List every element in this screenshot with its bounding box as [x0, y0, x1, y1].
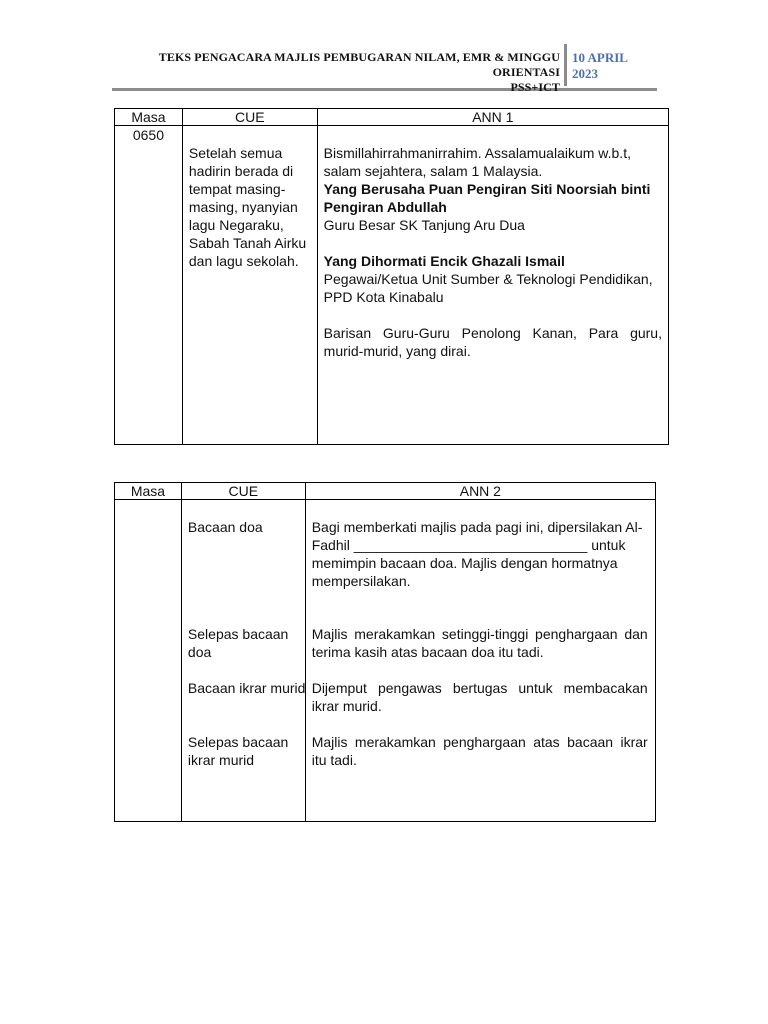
cue-text: Setelah semua hadirin berada di tempat masing-masing, nyanyian lagu Negaraku, Sabah Tanah Airku dan lagu sekolah. [188, 145, 307, 269]
cue-bacaan-doa: Bacaan doa [187, 519, 263, 535]
script-table-1 [114, 108, 669, 445]
cue-cell [182, 126, 317, 445]
document-header [112, 44, 657, 94]
table-header-row [115, 109, 669, 126]
column-header-cue: CUE [181, 483, 305, 500]
guest1-title: Guru Besar SK Tanjung Aru Dua [323, 217, 525, 233]
ann-bacaan-doa: Bagi memberkati majlis pada pagi ini, dipersilakan Al-Fadhil ______________________________ untuk memimpin bacaan doa. Majlis dengan hormatnya mempersilakan. [311, 519, 643, 589]
masa-cell [115, 500, 182, 822]
table-header-row [115, 483, 656, 500]
column-header-cue: CUE [182, 109, 317, 126]
document-date-line2: 2023 [572, 66, 598, 81]
opening-greeting: Bismillahirrahmanirrahim. Assalamualaikum w.b.t, salam sejahtera, salam 1 Malaysia. [323, 145, 631, 179]
document-date [572, 50, 628, 82]
cue-cell [181, 500, 305, 822]
ann-selepas-bacaan-doa: Majlis merakamkan setinggi-tinggi penghargaan dan terima kasih atas bacaan doa itu tadi. [311, 626, 648, 660]
column-header-masa: Masa [115, 483, 182, 500]
document-title [112, 50, 560, 95]
ann-cell [317, 126, 668, 445]
column-header-ann: ANN 1 [317, 109, 668, 126]
guest2-title: Pegawai/Ketua Unit Sumber & Teknologi Pendidikan, PPD Kota Kinabalu [323, 271, 653, 305]
ann-selepas-bacaan-ikrar: Majlis merakamkan penghargaan atas bacaan ikrar itu tadi. [311, 734, 648, 768]
column-header-masa: Masa [115, 109, 183, 126]
document-title-line2: PSS+ICT [510, 80, 560, 94]
closing-greeting: Barisan Guru-Guru Penolong Kanan, Para guru, murid-murid, yang dirai. [323, 325, 662, 359]
guest2-name: Yang Dihormati Encik Ghazali Ismail [323, 253, 565, 269]
ann-bacaan-ikrar: Dijemput pengawas bertugas untuk membacakan ikrar murid. [311, 680, 648, 714]
script-table-2 [114, 482, 656, 822]
cue-selepas-bacaan-ikrar: Selepas bacaan ikrar murid [187, 734, 289, 768]
header-divider [564, 44, 567, 86]
document-title-line1: TEKS PENGACARA MAJLIS PEMBUGARAN NILAM, EMR & MINGGU ORIENTASI [158, 50, 560, 79]
cue-bacaan-ikrar: Bacaan ikrar murid [187, 680, 306, 696]
masa-cell: 0650 [115, 126, 183, 445]
column-header-ann: ANN 2 [305, 483, 655, 500]
table-row [115, 126, 669, 445]
cue-selepas-bacaan-doa: Selepas bacaan doa [187, 626, 289, 660]
guest1-name: Yang Berusaha Puan Pengiran Siti Noorsiah binti Pengiran Abdullah [323, 181, 651, 215]
ann-cell [305, 500, 655, 822]
document-date-line1: 10 APRIL [572, 50, 628, 65]
table-row [115, 500, 656, 822]
